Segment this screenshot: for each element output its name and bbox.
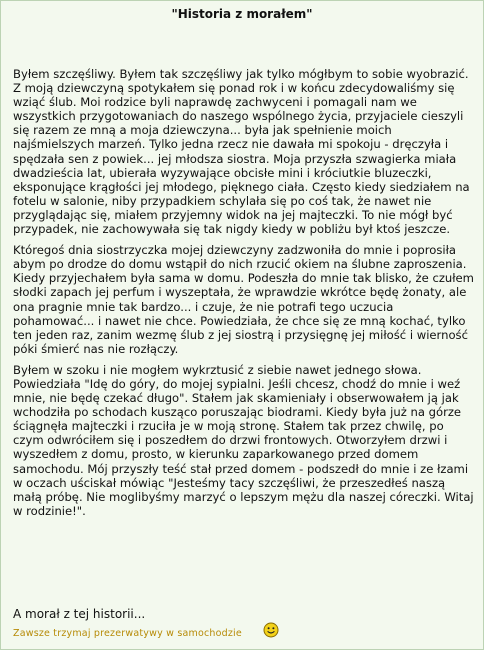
moral-line: A morał z tej historii... (13, 607, 146, 621)
story-body (13, 67, 475, 525)
story-title: "Historia z morałem" (171, 7, 313, 21)
smiley-face-icon (263, 622, 279, 638)
story-paragraph: Byłem w szoku i nie mogłem wykrztusić z siebie nawet jednego słowa. Powiedziała "Idę do góry, do mojej sypialni. Jeśli chcesz, chodź do mnie i weź mnie, nie będę czekać długo". Stałem jak skamieniały i obserwowałem ją jak wchodziła po schodach kusząco poruszając biodrami. Kiedy była już na górze ściągnęła majteczki i rzuciła je w moją stronę. Stałem tak przez chwilę, po czym odwróciłem się i poszedłem do drzwi frontowych. Otworzyłem drzwi i wyszedłem z domu, prosto, w kierunku zaparkowanego przed domem samochodu. Mój przyszły teść stał przed domem - podszedł do mnie i ze łzami w oczach uściskał mówiąc "Jesteśmy tacy szczęśliwi, że przeszedłeś naszą małą próbę. Nie moglibyśmy marzyć o lepszym mężu dla naszej córeczki. Witaj w rodzinie!". (13, 362, 474, 518)
moral-tip: Zawsze trzymaj prezerwatywy w samochodzie (13, 628, 242, 639)
story-paragraph: Byłem szczęśliwy. Byłem tak szczęśliwy jak tylko mógłbym to sobie wyobrazić. Z moją dziewczyną spotykałem się ponad rok i w końcu zdecydowaliśmy się wziąć ślub. Moi rodzice byli naprawdę zachwyceni i pomagali nam we wszystkich przygotowaniach do naszego wspólnego życia, przyjaciele cieszyli się razem ze mną a moja dziewczyna... była jak spełnienie moich najśmielszych marzeń. Tylko jedna rzecz nie dawała mi spokoju - dręczyła i spędzała sen z powiek... jej młodsza siostra. Moja przyszła szwagierka miała dwadzieścia lat, ubierała wyzywające obcisłe mini i króciutkie bluzeczki, eksponujące krągłości jej młodego, pięknego ciała. Często kiedy siedziałem na fotelu w salonie, niby przypadkiem schylała się po coś tak, że nawet nie przyglądając się, miałem przyjemny widok na jej majteczki. To nie mógł być przypadek, nie zachowywała się tak nigdy kiedy w pobliżu był ktoś jeszcze. (13, 67, 470, 237)
story-paragraph: Któregoś dnia siostrzyczka mojej dziewczyny zadzwoniła do mnie i poprosiła abym po drodze do domu wstąpił do nich rzucić okiem na ślubne zaproszenia. Kiedy przyjechałem była sama w domu. Podeszła do mnie tak blisko, że czułem słodki zapach jej perfum i wyszeptała, że wprawdzie wkrótce będę żonaty, ale ona pragnie mnie tak bardzo... i czuje, że nie potrafi tego uczucia pohamować... i nawet nie chce. Powiedziała, że chce się ze mną kochać, tylko ten jeden raz, zanim wezmę ślub z jej siostrą i przysięgnę jej miłość i wierność póki śmierć nas nie rozłączy. (13, 243, 474, 356)
